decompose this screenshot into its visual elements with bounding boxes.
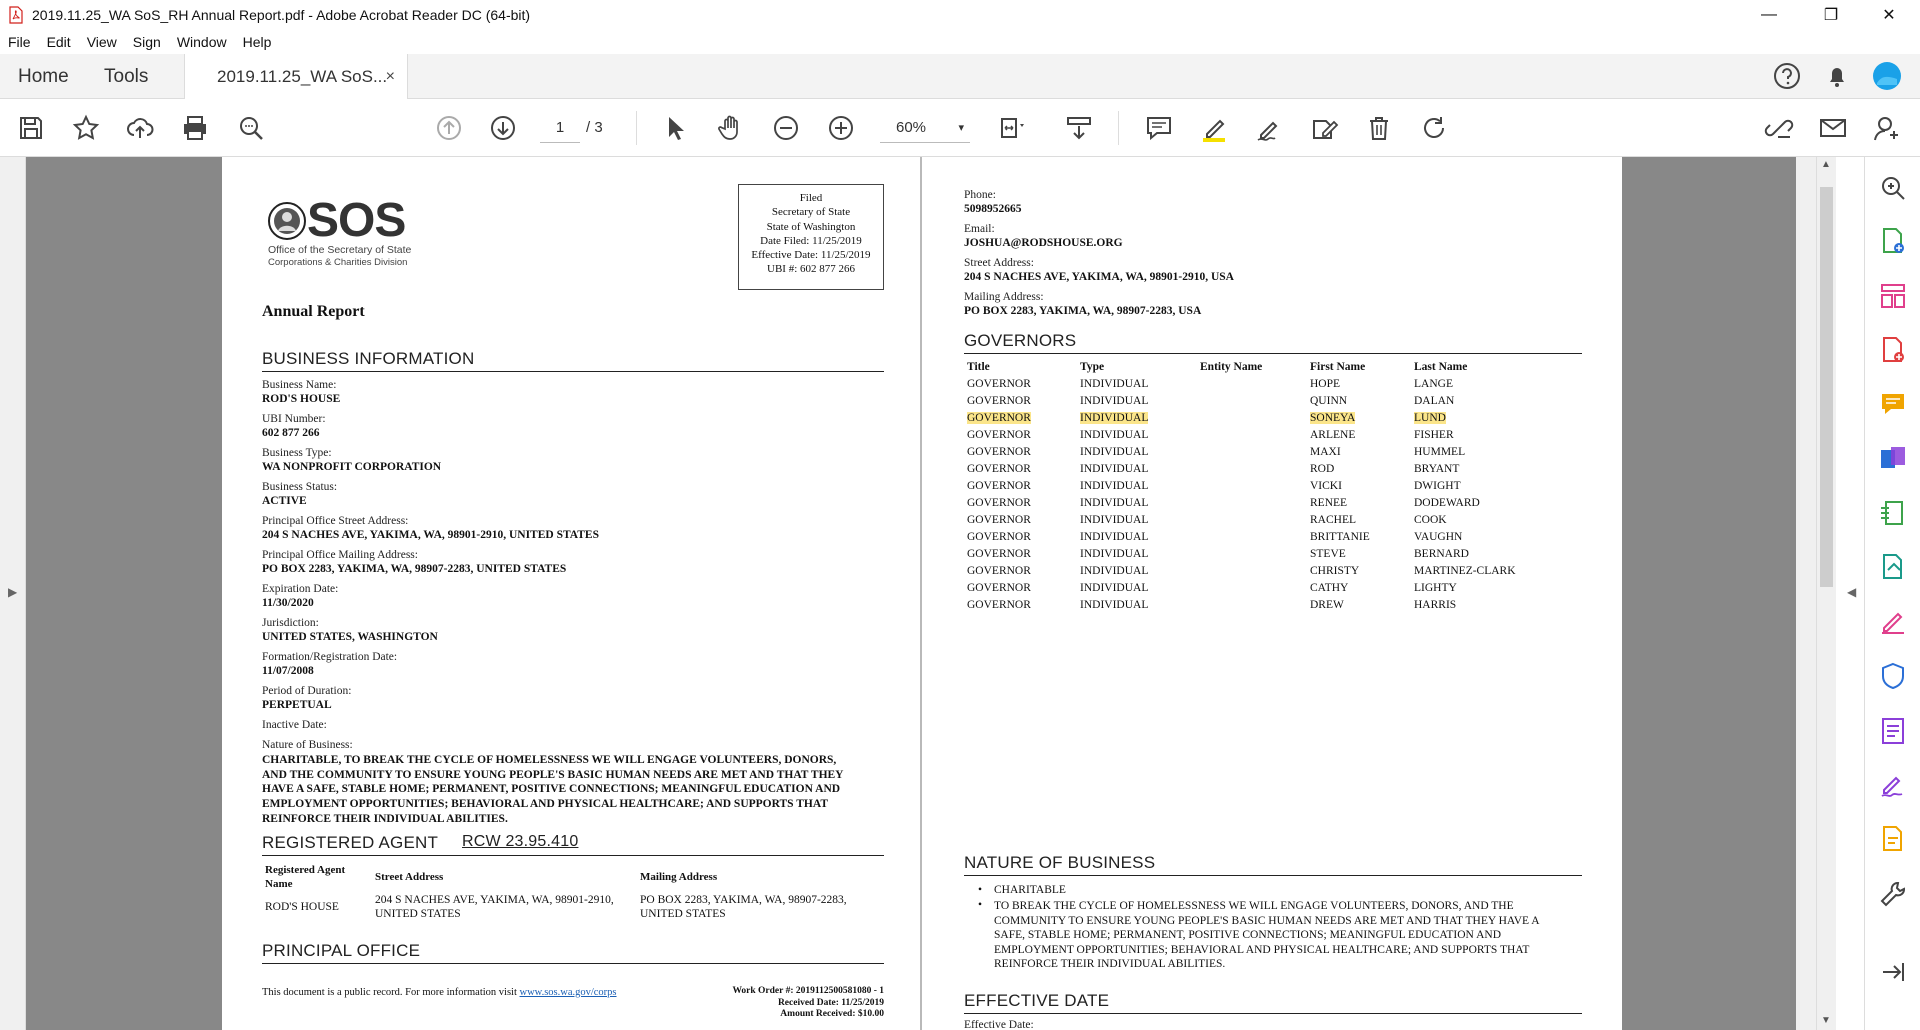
menu-bar — [0, 30, 1920, 54]
text-line: EMPLOYMENT OPPORTUNITIES; BEHAVIORAL AND PHYSICAL HEALTHCARE; AND SUPPORTS THAT — [262, 798, 828, 811]
stamp-tool-icon[interactable] — [1878, 824, 1908, 854]
sos-logo-text: SOS — [307, 194, 406, 247]
text-line: AND THE COMMUNITY TO ENSURE YOUNG PEOPLE'S BASIC HUMAN NEEDS ARE MET AND THAT THEY — [262, 768, 844, 781]
pdf-pages — [222, 157, 1622, 1030]
main-toolbar — [0, 99, 1920, 157]
send-for-review-icon[interactable] — [1878, 552, 1908, 582]
bullet-icon: • — [978, 899, 983, 911]
menu-edit[interactable]: Edit — [46, 34, 71, 50]
fill-sign-icon[interactable] — [1878, 606, 1908, 636]
email-value: JOSHUA@RODSHOUSE.ORG — [964, 237, 1123, 249]
email-envelope-icon[interactable] — [1818, 113, 1848, 143]
mailing-address-value: PO BOX 2283, YAKIMA, WA, 98907-2283, UNITED STATES — [262, 563, 567, 575]
rotate-icon[interactable] — [1419, 113, 1449, 143]
principal-office-heading: PRINCIPAL OFFICE — [262, 941, 421, 960]
gov-first-name-cell: BRITTANIE — [1310, 531, 1370, 543]
field-label: Expiration Date: — [262, 583, 339, 595]
section-rule — [964, 353, 1582, 354]
agent-col-header: Name — [265, 878, 293, 890]
tab-bar — [0, 54, 1920, 99]
logo-subtitle-2: Corporations & Charities Division — [268, 257, 408, 268]
comment-tool-icon[interactable] — [1878, 389, 1908, 419]
gov-type-cell: INDIVIDUAL — [1080, 582, 1149, 594]
menu-sign[interactable]: Sign — [132, 34, 161, 50]
gov-last-name-cell: HUMMEL — [1414, 446, 1466, 458]
next-page-icon[interactable] — [488, 113, 518, 143]
field-label: Mailing Address: — [964, 291, 1044, 303]
collapse-panel-icon[interactable] — [1878, 957, 1908, 987]
gov-first-name-cell: QUINN — [1310, 395, 1348, 407]
gov-first-name-cell: CHRISTY — [1310, 565, 1360, 577]
agent-col-header: Registered Agent — [265, 864, 346, 876]
acrobat-pdf-icon — [8, 6, 24, 24]
agent-mailing-cell: UNITED STATES — [640, 908, 726, 920]
request-signature-icon[interactable] — [1878, 770, 1908, 800]
zoom-search-icon[interactable] — [1878, 173, 1908, 203]
print-icon[interactable] — [180, 113, 210, 143]
gov-title-cell: GOVERNOR — [967, 548, 1031, 560]
stamp-line: Effective Date: 11/25/2019 — [751, 249, 871, 262]
gov-type-cell: INDIVIDUAL — [1080, 446, 1149, 458]
stamp-line: Secretary of State — [771, 206, 851, 219]
nature-of-business-text — [262, 753, 844, 827]
stamp-line: UBI #: 602 877 266 — [767, 263, 855, 276]
tab-document-label: 2019.11.25_WA SoS... — [217, 67, 388, 86]
gov-first-name-cell: CATHY — [1310, 582, 1349, 594]
agent-col-header: Mailing Address — [640, 871, 718, 883]
window-title: 2019.11.25_WA SoS_RH Annual Report.pdf - Adobe Acrobat Reader DC (64-bit) — [32, 7, 531, 23]
work-order-number: Work Order #: 2019112500581080 - 1 — [732, 986, 884, 996]
seal-logo-icon — [267, 201, 307, 241]
vertical-scrollbar[interactable] — [1816, 157, 1836, 1030]
edit-document-icon[interactable] — [1309, 113, 1339, 143]
agent-mailing-cell: PO BOX 2283, YAKIMA, WA, 98907-2283, — [640, 894, 847, 906]
gov-col-header: Last Name — [1414, 361, 1468, 373]
chevron-down-icon: ▾ — [958, 122, 964, 134]
gov-first-name-cell: RACHEL — [1310, 514, 1356, 526]
amount-received: Amount Received: $10.00 — [780, 1009, 884, 1019]
zoom-out-icon[interactable] — [771, 113, 801, 143]
agent-street-cell: UNITED STATES — [375, 908, 461, 920]
field-label: Period of Duration: — [262, 685, 352, 697]
collapse-right-pane-icon[interactable]: ◀ — [1847, 585, 1857, 599]
gov-last-name-cell: BERNARD — [1414, 548, 1469, 560]
street-address-value: 204 S NACHES AVE, YAKIMA, WA, 98901-2910, UNITED STATES — [262, 529, 599, 541]
gov-first-name-cell: HOPE — [1310, 378, 1341, 390]
stamp-line: Filed — [799, 192, 823, 204]
gov-last-name-cell: MARTINEZ-CLARK — [1414, 565, 1516, 577]
gov-type-cell: INDIVIDUAL — [1080, 395, 1149, 407]
expiration-date-value: 11/30/2020 — [262, 597, 314, 609]
toolbar-separator — [636, 111, 637, 145]
nature-bullet — [994, 899, 1540, 972]
field-label: UBI Number: — [262, 413, 326, 425]
add-user-share-icon[interactable] — [1872, 113, 1902, 143]
comment-icon[interactable] — [1144, 113, 1174, 143]
field-label: Formation/Registration Date: — [262, 651, 398, 663]
duration-value: PERPETUAL — [262, 699, 332, 711]
compress-pdf-icon[interactable] — [1878, 498, 1908, 528]
combine-files-icon[interactable] — [1878, 444, 1908, 474]
gov-first-name-cell: MAXI — [1310, 446, 1341, 458]
agent-street-cell: 204 S NACHES AVE, YAKIMA, WA, 98901-2910, — [375, 894, 614, 906]
upload-cloud-icon[interactable] — [125, 113, 155, 143]
gov-col-header: First Name — [1310, 361, 1366, 373]
gov-first-name-cell: ARLENE — [1310, 429, 1356, 441]
gov-first-name-cell: ROD — [1310, 463, 1335, 475]
tab-document[interactable] — [184, 54, 408, 100]
page-divider — [920, 157, 922, 1030]
gov-type-cell: INDIVIDUAL — [1080, 565, 1149, 577]
gov-type-cell: INDIVIDUAL — [1080, 412, 1149, 424]
ubi-number-value: 602 877 266 — [262, 427, 320, 439]
prepare-form-icon[interactable] — [1878, 716, 1908, 746]
text-line: CHARITABLE, TO BREAK THE CYCLE OF HOMELESSNESS WE WILL ENGAGE VOLUNTEERS, DONORS, — [262, 754, 837, 766]
gov-title-cell: GOVERNOR — [967, 378, 1031, 390]
page-total-label: / 3 — [586, 119, 603, 136]
toolbar-separator — [1118, 111, 1119, 145]
restore-button[interactable]: ❐ — [1823, 7, 1839, 24]
text-line: SAFE, STABLE HOME; PERMANENT, POSITIVE CONNECTIONS; MEANINGFUL EDUCATION AND — [994, 929, 1501, 941]
create-pdf-icon[interactable] — [1878, 226, 1908, 256]
text-line: HAVE A SAFE, STABLE HOME; PERMANENT, POSITIVE CONNECTIONS; MEANINGFUL EDUCATION AND — [262, 783, 841, 796]
protect-shield-icon[interactable] — [1878, 661, 1908, 691]
previous-page-icon[interactable] — [434, 113, 464, 143]
page-number-input[interactable]: 1 — [540, 113, 580, 143]
gov-title-cell: GOVERNOR — [967, 429, 1031, 441]
scroll-mode-icon[interactable] — [1064, 113, 1094, 143]
footer-text — [262, 987, 617, 998]
bullet-icon: • — [978, 884, 983, 896]
text-line: REINFORCE THEIR INDIVIDUAL ABILITIES. — [994, 958, 1226, 970]
gov-col-header: Entity Name — [1200, 361, 1263, 373]
scroll-down-icon[interactable]: ▼ — [1821, 1015, 1831, 1026]
gov-title-cell: GOVERNOR — [967, 463, 1031, 475]
tab-home[interactable]: Home — [18, 66, 69, 87]
gov-first-name-cell: VICKI — [1310, 480, 1342, 492]
field-label: Principal Office Mailing Address: — [262, 549, 418, 561]
draw-pen-icon[interactable] — [1254, 113, 1284, 143]
gov-last-name-cell: HARRIS — [1414, 599, 1457, 611]
share-link-icon[interactable] — [1764, 113, 1794, 143]
highlight-pen-icon[interactable] — [1199, 113, 1229, 143]
field-label: Business Type: — [262, 447, 332, 459]
export-pdf-icon[interactable] — [1878, 335, 1908, 365]
save-icon[interactable] — [16, 113, 46, 143]
gov-type-cell: INDIVIDUAL — [1080, 599, 1149, 611]
field-label: Nature of Business: — [262, 739, 353, 751]
gov-last-name-cell: VAUGHN — [1414, 531, 1463, 543]
field-label: Principal Office Street Address: — [262, 515, 409, 527]
select-cursor-icon[interactable] — [660, 113, 690, 143]
stamp-line: Date Filed: 11/25/2019 — [760, 234, 862, 247]
more-tools-wrench-icon[interactable] — [1878, 879, 1908, 909]
gov-last-name-cell: FISHER — [1414, 429, 1454, 441]
gov-last-name-cell: BRYANT — [1414, 463, 1460, 475]
left-navigation-pane[interactable] — [0, 157, 26, 1030]
gov-title-cell: GOVERNOR — [967, 480, 1031, 492]
gov-first-name-cell: SONEYA — [1310, 412, 1356, 424]
zoom-level-dropdown[interactable] — [880, 113, 970, 143]
gov-type-cell: INDIVIDUAL — [1080, 480, 1149, 492]
rcw-link[interactable]: RCW 23.95.410 — [462, 833, 579, 850]
field-label: Inactive Date: — [262, 719, 327, 731]
gov-title-cell: GOVERNOR — [967, 395, 1031, 407]
field-label: Business Name: — [262, 379, 337, 391]
gov-last-name-cell: DWIGHT — [1414, 480, 1461, 492]
jurisdiction-value: UNITED STATES, WASHINGTON — [262, 631, 438, 643]
gov-col-header: Type — [1080, 361, 1105, 373]
document-viewer — [0, 157, 1816, 1030]
gov-col-header: Title — [967, 361, 990, 373]
street-value: 204 S NACHES AVE, YAKIMA, WA, 98901-2910, USA — [964, 271, 1234, 283]
field-label: Phone: — [964, 189, 996, 201]
gov-title-cell: GOVERNOR — [967, 531, 1031, 543]
menu-view[interactable]: View — [86, 34, 117, 50]
scroll-up-icon[interactable]: ▲ — [1821, 159, 1831, 170]
report-title: Annual Report — [262, 303, 365, 320]
gov-type-cell: INDIVIDUAL — [1080, 548, 1149, 560]
gov-type-cell: INDIVIDUAL — [1080, 378, 1149, 390]
field-label: Business Status: — [262, 481, 338, 493]
agent-col-header: Street Address — [375, 871, 444, 883]
gov-last-name-cell: DALAN — [1414, 395, 1455, 407]
agent-name-cell: ROD'S HOUSE — [265, 901, 339, 913]
nature-bullet: CHARITABLE — [994, 884, 1066, 896]
right-pane-collapse[interactable] — [1796, 157, 1816, 1030]
bookmark-star-icon[interactable] — [71, 113, 101, 143]
effective-date-heading: EFFECTIVE DATE — [964, 991, 1110, 1010]
gov-title-cell: GOVERNOR — [967, 514, 1031, 526]
page-fit-icon[interactable] — [996, 113, 1026, 143]
account-avatar-icon[interactable] — [1872, 61, 1902, 91]
field-label: Email: — [964, 223, 995, 235]
filed-stamp — [738, 184, 884, 290]
notification-bell-icon[interactable] — [1822, 61, 1852, 91]
help-icon[interactable] — [1772, 61, 1802, 91]
organize-pages-icon[interactable] — [1878, 281, 1908, 311]
gov-last-name-cell: LUND — [1414, 412, 1446, 424]
business-name-value: ROD'S HOUSE — [262, 393, 341, 405]
stamp-line: State of Washington — [766, 220, 856, 233]
sos-website-link[interactable]: www.sos.wa.gov/corps — [519, 987, 617, 998]
business-info-heading: BUSINESS INFORMATION — [262, 349, 475, 368]
menu-help[interactable]: Help — [242, 34, 272, 50]
gov-type-cell: INDIVIDUAL — [1080, 497, 1149, 509]
gov-title-cell: GOVERNOR — [967, 497, 1031, 509]
minimize-button[interactable]: — — [1761, 6, 1777, 23]
menu-file[interactable]: File — [8, 34, 31, 50]
gov-last-name-cell: LIGHTY — [1414, 582, 1457, 594]
business-type-value: WA NONPROFIT CORPORATION — [262, 461, 442, 473]
zoom-in-icon[interactable] — [826, 113, 856, 143]
tab-tools[interactable]: Tools — [104, 66, 149, 87]
text-line: TO BREAK THE CYCLE OF HOMELESSNESS WE WILL ENGAGE VOLUNTEERS, DONORS, AND THE — [994, 900, 1514, 912]
gov-first-name-cell: STEVE — [1310, 548, 1346, 560]
section-rule — [262, 855, 884, 856]
delete-trash-icon[interactable] — [1364, 113, 1394, 143]
gov-first-name-cell: RENEE — [1310, 497, 1348, 509]
logo-subtitle-1: Office of the Secretary of State — [268, 244, 412, 256]
gov-type-cell: INDIVIDUAL — [1080, 531, 1149, 543]
close-window-button[interactable]: ✕ — [1882, 7, 1896, 24]
phone-value: 5098952665 — [964, 203, 1022, 215]
nature-heading: NATURE OF BUSINESS — [964, 853, 1156, 872]
close-tab-icon[interactable]: × — [385, 68, 395, 85]
work-order-info — [692, 986, 884, 1021]
hand-pan-icon[interactable] — [716, 113, 746, 143]
gov-title-cell: GOVERNOR — [967, 582, 1031, 594]
gov-title-cell: GOVERNOR — [967, 599, 1031, 611]
tools-panel — [1864, 157, 1920, 1030]
received-date: Received Date: 11/25/2019 — [777, 997, 884, 1008]
menu-window[interactable]: Window — [176, 34, 227, 50]
gov-type-cell: INDIVIDUAL — [1080, 463, 1149, 475]
zoom-level-value: 60% — [896, 119, 927, 136]
field-label: Jurisdiction: — [262, 617, 319, 629]
business-status-value: ACTIVE — [262, 495, 307, 507]
registered-agent-heading: REGISTERED AGENT — [262, 833, 439, 852]
gov-type-cell: INDIVIDUAL — [1080, 514, 1149, 526]
text-line: EMPLOYMENT OPPORTUNITIES; BEHAVIORAL AND PHYSICAL HEALTHCARE; AND SUPPORTS THAT — [994, 943, 1530, 956]
mailing-value: PO BOX 2283, YAKIMA, WA, 98907-2283, USA — [964, 305, 1202, 317]
section-rule — [262, 963, 884, 964]
gov-last-name-cell: DODEWARD — [1414, 497, 1480, 509]
gov-title-cell: GOVERNOR — [967, 412, 1031, 424]
gov-last-name-cell: LANGE — [1414, 378, 1453, 390]
field-label: Effective Date: — [964, 1019, 1034, 1030]
gov-last-name-cell: COOK — [1414, 514, 1447, 526]
gov-first-name-cell: DREW — [1310, 599, 1344, 611]
governors-heading: GOVERNORS — [964, 331, 1077, 350]
gov-type-cell: INDIVIDUAL — [1080, 429, 1149, 441]
section-rule — [964, 1013, 1582, 1014]
text-line: COMMUNITY TO ENSURE YOUNG PEOPLE'S BASIC HUMAN NEEDS ARE MET AND THAT THEY HAVE A — [994, 914, 1540, 927]
section-rule — [964, 875, 1582, 876]
find-zoom-icon[interactable] — [236, 113, 266, 143]
field-label: Street Address: — [964, 257, 1034, 269]
formation-date-value: 11/07/2008 — [262, 665, 314, 677]
gov-title-cell: GOVERNOR — [967, 565, 1031, 577]
gov-title-cell: GOVERNOR — [967, 446, 1031, 458]
text-line: REINFORCE THEIR INDIVIDUAL ABILITIES. — [262, 812, 508, 825]
section-rule — [262, 371, 884, 372]
scrollbar-thumb[interactable] — [1820, 187, 1833, 587]
footer-note: This document is a public record. For more information visit — [262, 987, 517, 998]
title-bar — [0, 0, 1920, 30]
expand-pane-icon[interactable]: ▶ — [8, 585, 18, 599]
